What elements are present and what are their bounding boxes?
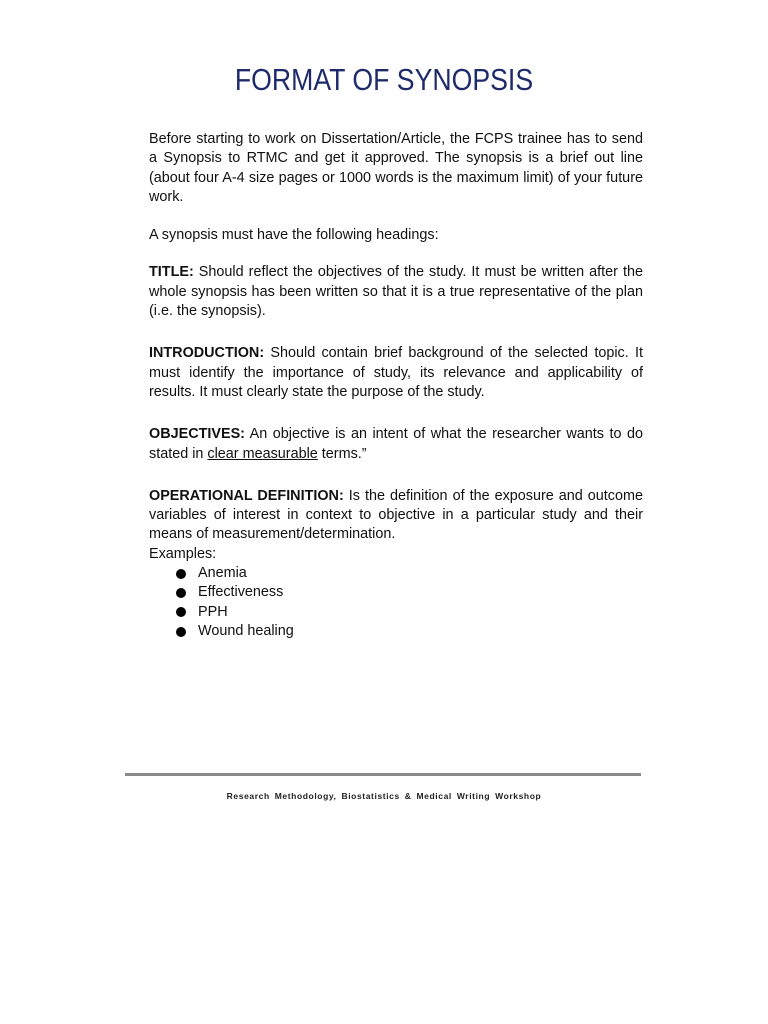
bullet-icon <box>176 627 186 637</box>
objectives-section <box>149 425 643 464</box>
list-item-text: Effectiveness <box>198 584 284 601</box>
title-section <box>149 263 643 321</box>
list-item-text: Wound healing <box>198 622 294 639</box>
operational-definition-label: OPERATIONAL DEFINITION: <box>149 487 344 504</box>
list-item <box>176 622 643 641</box>
objectives-text-end: terms.” <box>317 445 367 462</box>
examples-label: Examples: <box>149 545 217 562</box>
operational-definition-text: Is the definition of the exposure and outcome variables of interest in context to objective in a particular study and their means of measurement/determination. <box>149 487 643 543</box>
list-item <box>176 564 643 583</box>
introduction-label: INTRODUCTION: <box>149 345 265 362</box>
list-item <box>176 603 643 622</box>
examples-list <box>149 564 643 641</box>
objectives-label: OBJECTIVES: <box>149 426 245 443</box>
list-item-text: PPH <box>198 603 228 620</box>
objectives-underlined-text: clear measurable <box>207 445 318 462</box>
title-text: Should reflect the objectives of the study. It must be written after the whole synopsis has been written so that it is a true representative of the plan (i.e. the synopsis). <box>149 264 643 320</box>
title-label: TITLE: <box>149 264 194 281</box>
headings-intro: A synopsis must have the following headings: <box>149 226 439 243</box>
introduction-section <box>149 344 643 402</box>
introduction-text: Should contain brief background of the selected topic. It must identify the importance of study, its relevance and applicability of results. It must clearly state the purpose of the study. <box>149 345 643 400</box>
bullet-icon <box>176 569 186 579</box>
footer-divider <box>125 773 641 776</box>
document-body <box>149 130 643 641</box>
intro-paragraph: Before starting to work on Dissertation/Article, the FCPS trainee has to send a Synopsis to RTMC and get it approved. The synopsis is a brief out line (about four A-4 size pages or 1000 words is the maximum limit) of your future work. <box>149 131 643 205</box>
list-item <box>176 583 643 602</box>
bullet-icon <box>176 588 186 598</box>
objectives-text: An objective is an intent of what the researcher wants to do stated in <box>149 426 643 462</box>
page-title: FORMAT OF SYNOPSIS <box>234 62 534 97</box>
bullet-icon <box>176 607 186 617</box>
operational-definition-section <box>149 487 643 545</box>
footer-text: Research Methodology, Biostatistics & Medical Writing Workshop <box>226 791 542 801</box>
list-item-text: Anemia <box>198 565 247 582</box>
